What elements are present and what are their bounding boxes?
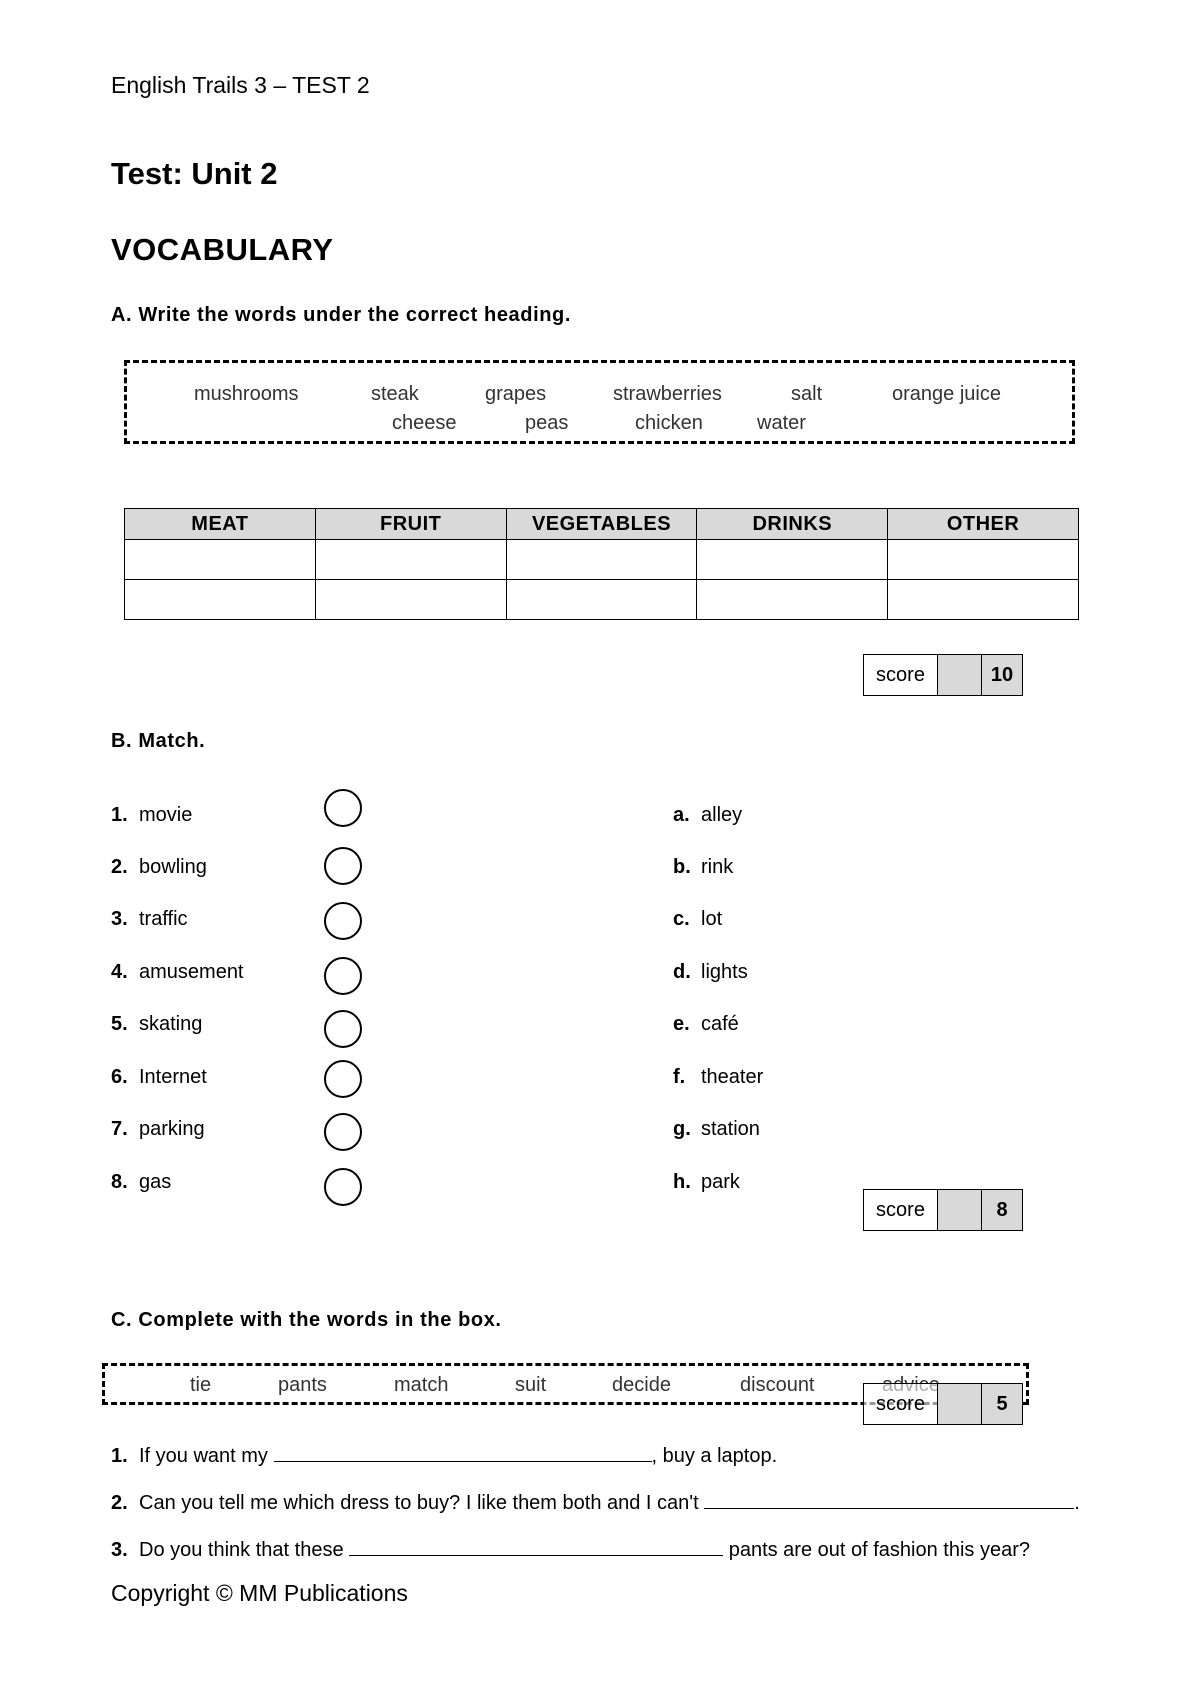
word-box-item: water (757, 412, 806, 434)
item-text: bowling (139, 856, 207, 878)
answer-blank[interactable] (274, 1443, 652, 1462)
item-text: lights (701, 961, 748, 983)
answer-cell[interactable] (315, 540, 506, 580)
item-letter: c. (673, 908, 690, 930)
table-row (125, 540, 1079, 580)
match-left-item (111, 1118, 205, 1141)
match-right-item (673, 804, 742, 827)
answer-cell[interactable] (506, 580, 697, 620)
part-c-instruction: C. Complete with the words in the box. (111, 1309, 502, 1331)
word-box-item: mushrooms (194, 383, 299, 405)
document-header: English Trails 3 – TEST 2 (111, 72, 370, 98)
answer-cell[interactable] (697, 540, 888, 580)
word-box-item: suit (515, 1374, 547, 1396)
match-left-item (111, 961, 244, 984)
match-left-item (111, 804, 192, 827)
match-left-item (111, 1066, 207, 1089)
word-box-item: steak (371, 383, 419, 405)
item-text: movie (139, 804, 193, 826)
match-right-item (673, 1118, 760, 1141)
item-text: alley (701, 804, 743, 826)
item-text: station (701, 1118, 760, 1140)
answer-cell[interactable] (125, 540, 316, 580)
match-left-item (111, 1013, 202, 1036)
item-number: 4. (111, 961, 128, 983)
item-letter: g. (673, 1118, 691, 1140)
item-letter: b. (673, 856, 691, 878)
answer-cell[interactable] (888, 580, 1079, 620)
score-input[interactable] (938, 1190, 982, 1230)
part-b-instruction: B. Match. (111, 730, 206, 752)
item-number: 6. (111, 1066, 128, 1088)
item-number: 5. (111, 1013, 128, 1035)
item-number: 3. (111, 1539, 128, 1561)
answer-circle[interactable] (324, 1168, 362, 1206)
answer-cell[interactable] (125, 580, 316, 620)
item-text: Internet (139, 1066, 207, 1088)
word-box-item: chicken (635, 412, 703, 434)
match-right-item (673, 1013, 739, 1036)
word-box-item: orange juice (892, 383, 1001, 405)
part-a-instruction: A. Write the words under the correct heading. (111, 304, 572, 326)
sentence-item (111, 1537, 1030, 1562)
item-number: 1. (111, 804, 128, 826)
item-letter: d. (673, 961, 691, 983)
score-box-c (863, 1383, 1023, 1425)
answer-circle[interactable] (324, 1010, 362, 1048)
table-row (125, 580, 1079, 620)
word-box-item: discount (740, 1374, 815, 1396)
answer-cell[interactable] (888, 540, 1079, 580)
test-title: Test: Unit 2 (111, 156, 278, 191)
item-text: gas (139, 1171, 172, 1193)
answer-blank[interactable] (704, 1490, 1074, 1509)
answer-circle[interactable] (324, 957, 362, 995)
match-right-item (673, 908, 722, 931)
sentence-item (111, 1490, 1080, 1515)
score-label: score (864, 1190, 938, 1230)
word-box-item: match (394, 1374, 449, 1396)
answer-circle[interactable] (324, 1060, 362, 1098)
sentence-text-after: , buy a laptop. (651, 1445, 778, 1467)
score-label: score (864, 655, 938, 695)
word-box-item: grapes (485, 383, 547, 405)
part-a-word-box (124, 360, 1075, 444)
copyright-footer: Copyright © MM Publications (111, 1580, 408, 1606)
answer-cell[interactable] (697, 580, 888, 620)
section-title: VOCABULARY (111, 232, 334, 267)
match-left-item (111, 856, 207, 879)
item-letter: e. (673, 1013, 690, 1035)
word-box-item: cheese (392, 412, 457, 434)
table-heading: VEGETABLES (506, 509, 697, 540)
score-input[interactable] (938, 655, 982, 695)
table-heading: OTHER (888, 509, 1079, 540)
answer-circle[interactable] (324, 902, 362, 940)
sentence-text-before: Do you think that these (139, 1539, 344, 1561)
word-box-item: salt (791, 383, 823, 405)
answer-circle[interactable] (324, 789, 362, 827)
score-box-b (863, 1189, 1023, 1231)
answer-cell[interactable] (315, 580, 506, 620)
match-right-item (673, 961, 748, 984)
item-letter: a. (673, 804, 690, 826)
item-number: 2. (111, 1492, 128, 1514)
item-text: lot (701, 908, 723, 930)
sentence-text-after: . (1074, 1492, 1080, 1514)
score-input[interactable] (938, 1384, 982, 1424)
answer-circle[interactable] (324, 1113, 362, 1151)
sentence-item (111, 1443, 777, 1468)
category-table (124, 508, 1079, 620)
match-left-item (111, 908, 188, 931)
word-box-item: strawberries (613, 383, 722, 405)
word-box-item: tie (190, 1374, 212, 1396)
match-right-item (673, 1171, 740, 1194)
score-box-a (863, 654, 1023, 696)
match-left-item (111, 1171, 171, 1194)
answer-blank[interactable] (349, 1537, 723, 1556)
table-heading: MEAT (125, 509, 316, 540)
answer-circle[interactable] (324, 847, 362, 885)
score-max: 5 (982, 1384, 1022, 1424)
item-text: amusement (139, 961, 244, 983)
item-number: 8. (111, 1171, 128, 1193)
score-max: 8 (982, 1190, 1022, 1230)
sentence-text-after: pants are out of fashion this year? (728, 1539, 1031, 1561)
item-text: skating (139, 1013, 203, 1035)
item-number: 3. (111, 908, 128, 930)
item-number: 2. (111, 856, 128, 878)
item-letter: h. (673, 1171, 691, 1193)
item-text: café (701, 1013, 739, 1035)
word-box-item: pants (278, 1374, 327, 1396)
item-letter: f. (673, 1066, 686, 1088)
item-text: park (701, 1171, 740, 1193)
item-text: parking (139, 1118, 205, 1140)
word-box-item: decide (612, 1374, 671, 1396)
table-heading: DRINKS (697, 509, 888, 540)
score-max: 10 (982, 655, 1022, 695)
table-heading: FRUIT (315, 509, 506, 540)
score-label: score (864, 1384, 938, 1424)
answer-cell[interactable] (506, 540, 697, 580)
sentence-text-before: If you want my (139, 1445, 268, 1467)
match-right-item (673, 856, 733, 879)
item-text: rink (701, 856, 734, 878)
sentence-text-before: Can you tell me which dress to buy? I like them both and I can't (139, 1492, 699, 1514)
item-number: 7. (111, 1118, 128, 1140)
match-right-item (673, 1066, 763, 1089)
word-box-item: peas (525, 412, 569, 434)
item-text: theater (701, 1066, 764, 1088)
item-text: traffic (139, 908, 188, 930)
item-number: 1. (111, 1445, 128, 1467)
